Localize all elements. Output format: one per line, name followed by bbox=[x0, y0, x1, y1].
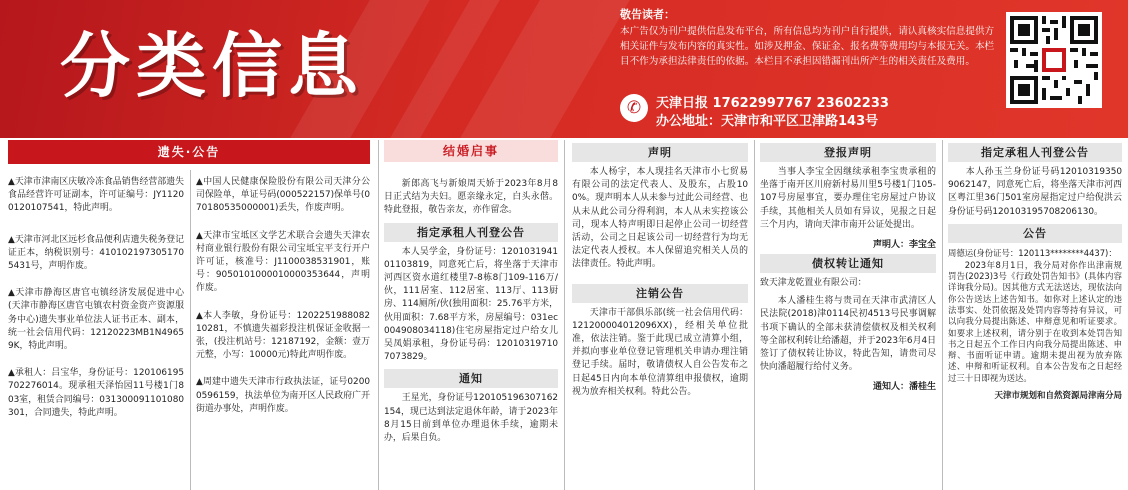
header-banner bbox=[0, 0, 1128, 138]
list-item: ▲天津市静海区唐官屯镇经济发展促进中心(天津市静海区唐官屯镇农村资金资产资源服务中心)遗失事业单位法人证书正本、副本，统一社会信用代码：12120223MB1N49659K，特此声明。 bbox=[8, 288, 184, 352]
list-item: ▲承租人：吕宝华，身份证号：120106195702276014。现承租天泽怡园11号楼1门803室，租赁合同编号：031300091101080301，合同遗失，特此声明。 bbox=[8, 368, 184, 418]
section-heading-designated-2: 指定承租人刊登公告 bbox=[948, 143, 1122, 162]
section-heading-lost: 遗失·公告 bbox=[8, 140, 370, 164]
section-heading-statement: 声明 bbox=[572, 143, 748, 162]
debt-text: 本人潘桂生将与贵司在天津市武清区人民法院(2018)津0114民初4513号民事调解书项下确认的全部未获清偿债权及相关权利等全部权利转让给潘超，并于2023年6月4日签订了债权转让协议，特此告知，请贵司尽快向潘超履行给付义务。 bbox=[760, 296, 936, 373]
debt-signature: 通知人：潘桂生 bbox=[872, 382, 936, 393]
qr-code-icon bbox=[1006, 12, 1102, 108]
notice-heading: 敬告读者： bbox=[620, 8, 675, 21]
list-item: ▲本人李敏，身份证号：120225198808210281，不慎遗失福彩投注机保证金收据一张，(投注机站号：12187192，金额：壹万元整，小写：10000元)特此声明作废。 bbox=[196, 310, 370, 361]
registration-text: 当事人李宝全因继续承租李宝贵承租的坐落于南开区川府新村易川里5号楼1门105-107号房屋事宜，要办理住宅房屋过户协议手续，其他相关人员如有异议，见报之日起三个月内，请向天津市南开公证处提出。 bbox=[760, 167, 936, 230]
public-notice-signature: 天津市规划和自然资源局津南分局 bbox=[994, 391, 1122, 402]
section-heading-public: 公告 bbox=[948, 224, 1122, 243]
column-divider bbox=[942, 140, 943, 490]
section-title: 分类信息 bbox=[60, 25, 364, 107]
debt-recipient: 致天津龙乾置业有限公司： bbox=[760, 278, 867, 289]
section-heading-wedding: 结婚启事 bbox=[384, 140, 558, 162]
column-1a bbox=[8, 166, 184, 490]
notice-text: 本广告仅为刊户提供信息发布平台，所有信息均为刊户自行提供，请认真核实信息提供方相关证件与发布内容的真实性。如涉及押金、保证金、报名费等费用均与本报无关。本栏目不作为承担法律责任的依据。本栏目不承担因错漏刊出所产生的相关责任及费用。 bbox=[620, 26, 995, 67]
section-heading-notice: 通知 bbox=[384, 369, 558, 388]
column-divider bbox=[378, 140, 379, 490]
column-public-notice bbox=[948, 140, 1122, 490]
column-1b bbox=[196, 166, 370, 490]
cancel-text: 天津市干部俱乐部(统一社会信用代码：121200004012096XX)，经相关单位批准，依法注销。鉴于此现已成立清算小组，并拟向事业单位登记管理机关申请办理注销登记手续。届时，敬请债权人自公告发布之日起45日内向本单位清算组申报债权，逾期视为放弃相关权利。特此公告。 bbox=[572, 307, 748, 397]
section-heading-registration: 登报声明 bbox=[760, 143, 936, 162]
contact-address: 办公地址：天津市和平区卫津路143号 bbox=[656, 114, 879, 129]
designated-text-2: 本人孙玉兰身份证号码120103193509062147，同意死亡后，将坐落天津市河西区粤江里36门501室房屋指定过户给倪洪云身份证号码120103195708206130。 bbox=[948, 167, 1122, 217]
designated-text: 本人吴学金，身份证号：120103194101103819，同意死亡后，将坐落于天津市河西区资水道红楼里7-8栋8门109-116万/伙，111居室、112居室、113厅、113厨房、114厕所/伙(独用面积：25.76平方米，伙用面积：7.68平方米，房屋编号：031ec004908034118)住宅房屋指定过户给女儿吴凤娟承租，身份证号码：120103197107073829。 bbox=[384, 246, 558, 363]
notice-text: 王星光，身份证号120105196307162154，现已达到法定退休年龄，请于2023年8月15日前到单位办理退休手续，逾期未办，后果自负。 bbox=[384, 393, 558, 444]
wedding-text: 新郎高飞与新娘周天娇于2023年8月8日正式结为夫妇。愿亲缘永定，白头永偕。特此登报，敬告亲友，亦作留念。 bbox=[384, 179, 558, 216]
column-divider bbox=[190, 170, 191, 490]
column-registration bbox=[760, 140, 936, 490]
list-item: ▲天津市河北区远杉食品便利店遗失税务登记证正本，纳税识别号：410102197305170543​1号，声明作废。 bbox=[8, 234, 184, 272]
phone-icon: ✆ bbox=[620, 94, 648, 122]
section-heading-debt: 债权转让通知 bbox=[760, 254, 936, 273]
statement-text: 本人杨宇，本人现挂名天津市小七贸易有限公司的法定代表人、及股东，占股100%。现声明本人从未参与过此公司经营、也从未从此公司分得利润，本人从未实控该公司，现本人特声明即日起停止公司一切经营活动，公司之日起该公司一切经营行为均无法定代表人授权。本人保留追究相关人员的法律责任。特此声明。 bbox=[572, 167, 748, 270]
section-heading-designated: 指定承租人刊登公告 bbox=[384, 223, 558, 242]
section-heading-cancel: 注销公告 bbox=[572, 284, 748, 303]
reader-notice bbox=[620, 6, 995, 69]
list-item: ▲中国人民健康保险股份有限公司天津分公司保险单，单证号码(000522157)保单号(070180535000001)丢失，作废声明。 bbox=[196, 177, 370, 214]
column-wedding bbox=[384, 140, 558, 490]
public-notice-text: 2023年8月1日，我分局对你作出津南规罚告(2023)3号《行政处罚告知书》(具体内容详询我分局)。因其他方式无法送达，现依法向你公告送达上述告知书。如你对上述认定的违法事实、处罚依据及处罚内容等持有异议，可以向我分局提出陈述、申辩意见和听证要求。如要求上述权利，请分别于在收到本处罚告知书之日起五个工作日内向我分局提出陈述、申辩、书面听证申请。逾期未提出视为放弃陈述、申辩和听证权利。自本公告发布之日起经过三十日即视为送达。 bbox=[948, 259, 1122, 383]
column-statement bbox=[572, 140, 748, 490]
notice-addressee: 周德运(身份证号：120113********4437)： bbox=[948, 247, 1117, 258]
registration-signature: 声明人：李宝全 bbox=[872, 240, 936, 251]
list-item: ▲周建中遗失天津市行政执法证，证号02000596159，执法单位为南开区人民政府广开街道办事处，声明作废。 bbox=[196, 377, 370, 414]
column-divider bbox=[754, 140, 755, 490]
contact-info bbox=[620, 90, 980, 132]
column-divider bbox=[564, 140, 565, 490]
contact-phones: 天津日报 17622997767 23602233 bbox=[656, 96, 889, 111]
list-item: ▲天津市宝坻区文学艺术联合会遗失天津农村商业银行股份有限公司宝坻宝平支行开户许可证，核准号：J1100038531901，账号：9050101000010000353644，声明作废。 bbox=[196, 230, 370, 294]
list-item: ▲天津市津南区庆敏冷冻食品销售经营部遗失食品经营许可证副本，许可证编号：JY11200120107541，特此声明。 bbox=[8, 177, 184, 214]
